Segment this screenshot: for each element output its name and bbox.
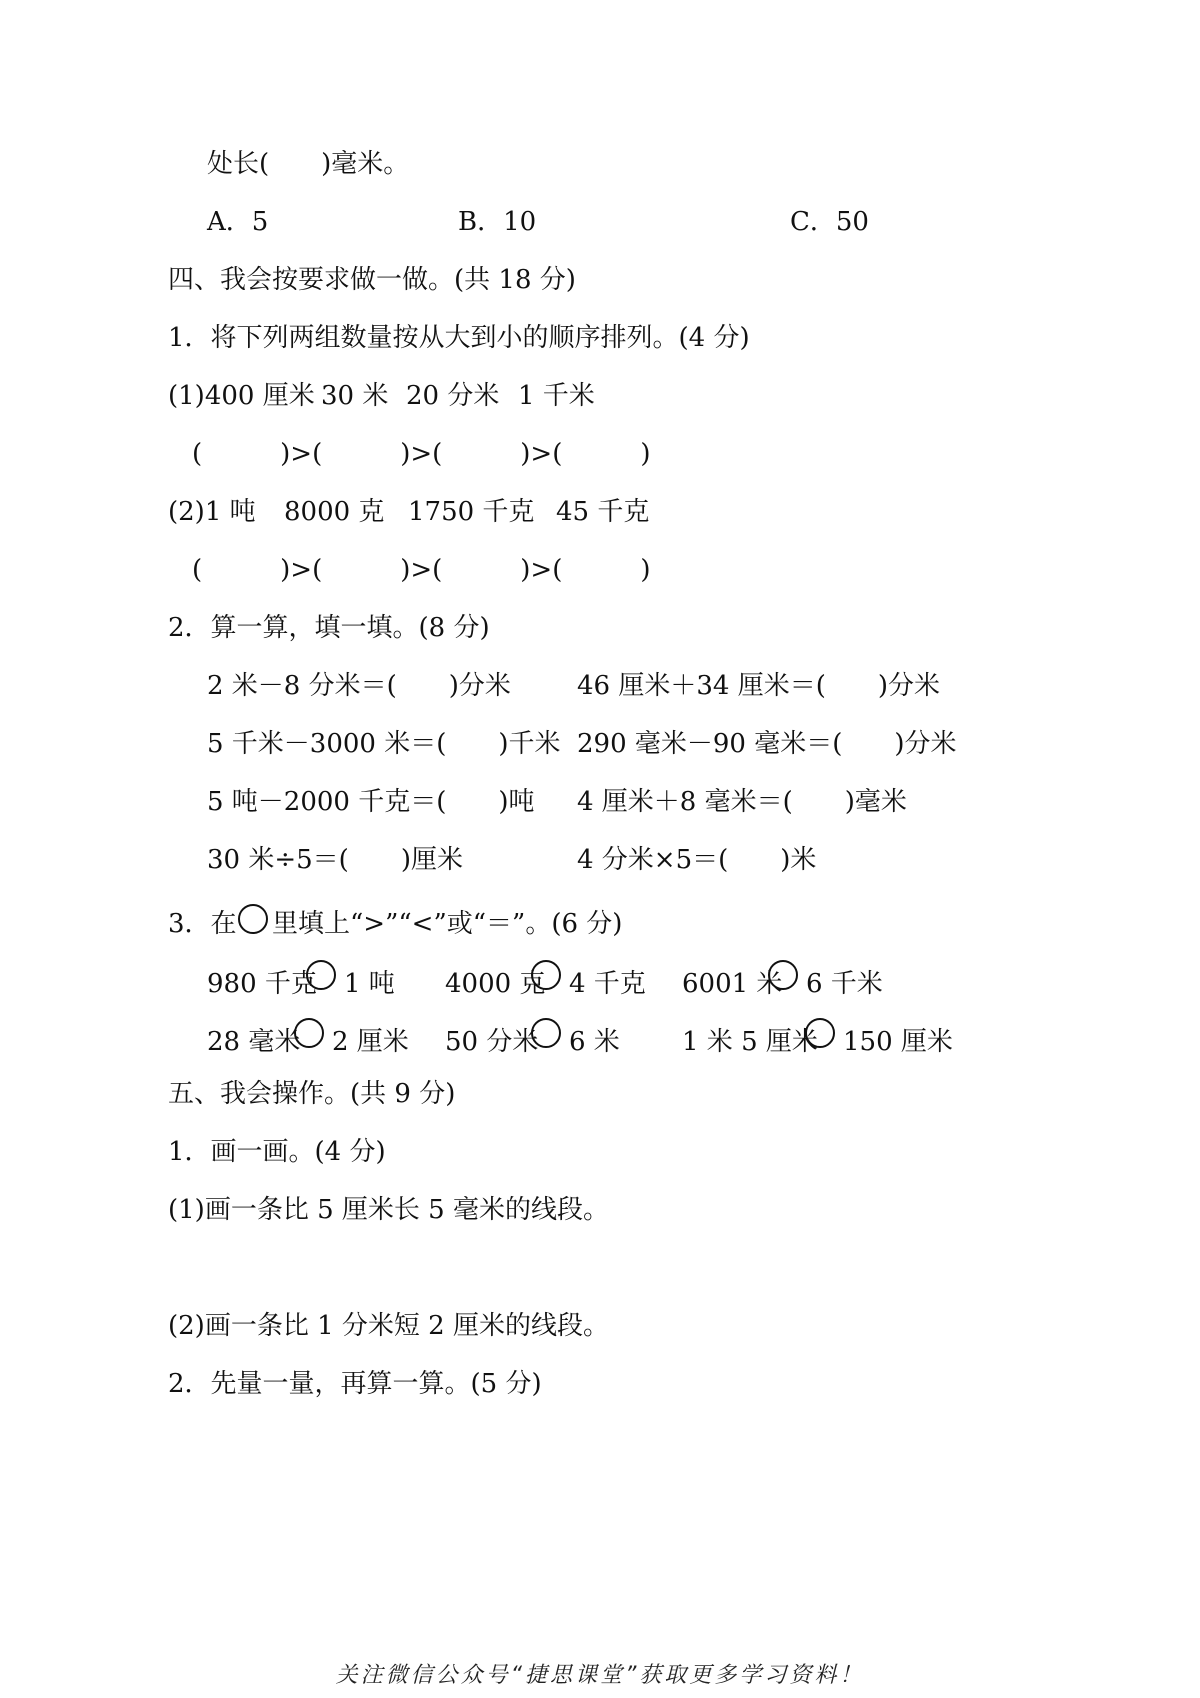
option-a: A．5 bbox=[207, 207, 269, 237]
q3-tail-options bbox=[0, 202, 1200, 242]
option-c: C．50 bbox=[790, 207, 869, 237]
compare-circle-blank[interactable] bbox=[294, 1018, 324, 1048]
s4-q3-title: 3．在 里填上“>”“<”或“＝”。(6 分) bbox=[0, 904, 1200, 944]
section5-title: 五、我会操作。(共 9 分) bbox=[168, 1079, 456, 1109]
s4-q1-group1: (1)400 厘米 30 米 20 分米 1 千米 bbox=[168, 381, 595, 411]
s4-q1-group2-answer: ( )>( )>( )>( ) bbox=[192, 555, 651, 585]
s4-q2-row: 30 米÷5＝( )厘米 4 分米×5＝( )米 bbox=[207, 845, 817, 875]
compare-circle-blank[interactable] bbox=[531, 1018, 561, 1048]
compare-circle-blank[interactable] bbox=[768, 960, 798, 990]
s4-q3-row1: 980 千克 1 吨 4000 克 4 千克 6001 米 6 千米 bbox=[0, 964, 1200, 1004]
s5-q1-title: 1．画一画。(4 分) bbox=[168, 1137, 386, 1167]
s4-q1-group1-answer: ( )>( )>( )>( ) bbox=[192, 439, 651, 469]
s5-q2-title: 2．先量一量，再算一算。(5 分) bbox=[168, 1369, 542, 1399]
s4-q2-title: 2．算一算，填一填。(8 分) bbox=[168, 613, 490, 643]
section4-title: 四、我会按要求做一做。(共 18 分) bbox=[168, 265, 576, 295]
q3-tail-stem: 处长( )毫米。 bbox=[207, 149, 410, 179]
compare-circle-icon bbox=[238, 904, 268, 934]
s4-q2-row: 5 千米－3000 米＝( )千米 290 毫米－90 毫米＝( )分米 bbox=[207, 729, 957, 759]
s4-q1-title: 1．将下列两组数量按从大到小的顺序排列。(4 分) bbox=[168, 323, 750, 353]
s4-q1-group2: (2)1 吨 8000 克 1750 千克 45 千克 bbox=[168, 497, 650, 527]
s4-q2-row: 5 吨－2000 千克＝( )吨 4 厘米＋8 毫米＝( )毫米 bbox=[207, 787, 907, 817]
option-b: B．10 bbox=[458, 207, 537, 237]
compare-circle-blank[interactable] bbox=[805, 1018, 835, 1048]
s4-q3-row2: 28 毫米 2 厘米 50 分米 6 米 1 米 5 厘米 150 厘米 bbox=[0, 1022, 1200, 1062]
compare-circle-blank[interactable] bbox=[531, 960, 561, 990]
s5-q1-a: (1)画一条比 5 厘米长 5 毫米的线段。 bbox=[168, 1195, 609, 1225]
compare-circle-blank[interactable] bbox=[306, 960, 336, 990]
footer-note: 关注微信公众号“捷思课堂”获取更多学习资料！ bbox=[335, 1663, 865, 1688]
s4-q2-row: 2 米－8 分米＝( )分米 46 厘米＋34 厘米＝( )分米 bbox=[207, 671, 940, 701]
s5-q1-b: (2)画一条比 1 分米短 2 厘米的线段。 bbox=[168, 1311, 609, 1341]
